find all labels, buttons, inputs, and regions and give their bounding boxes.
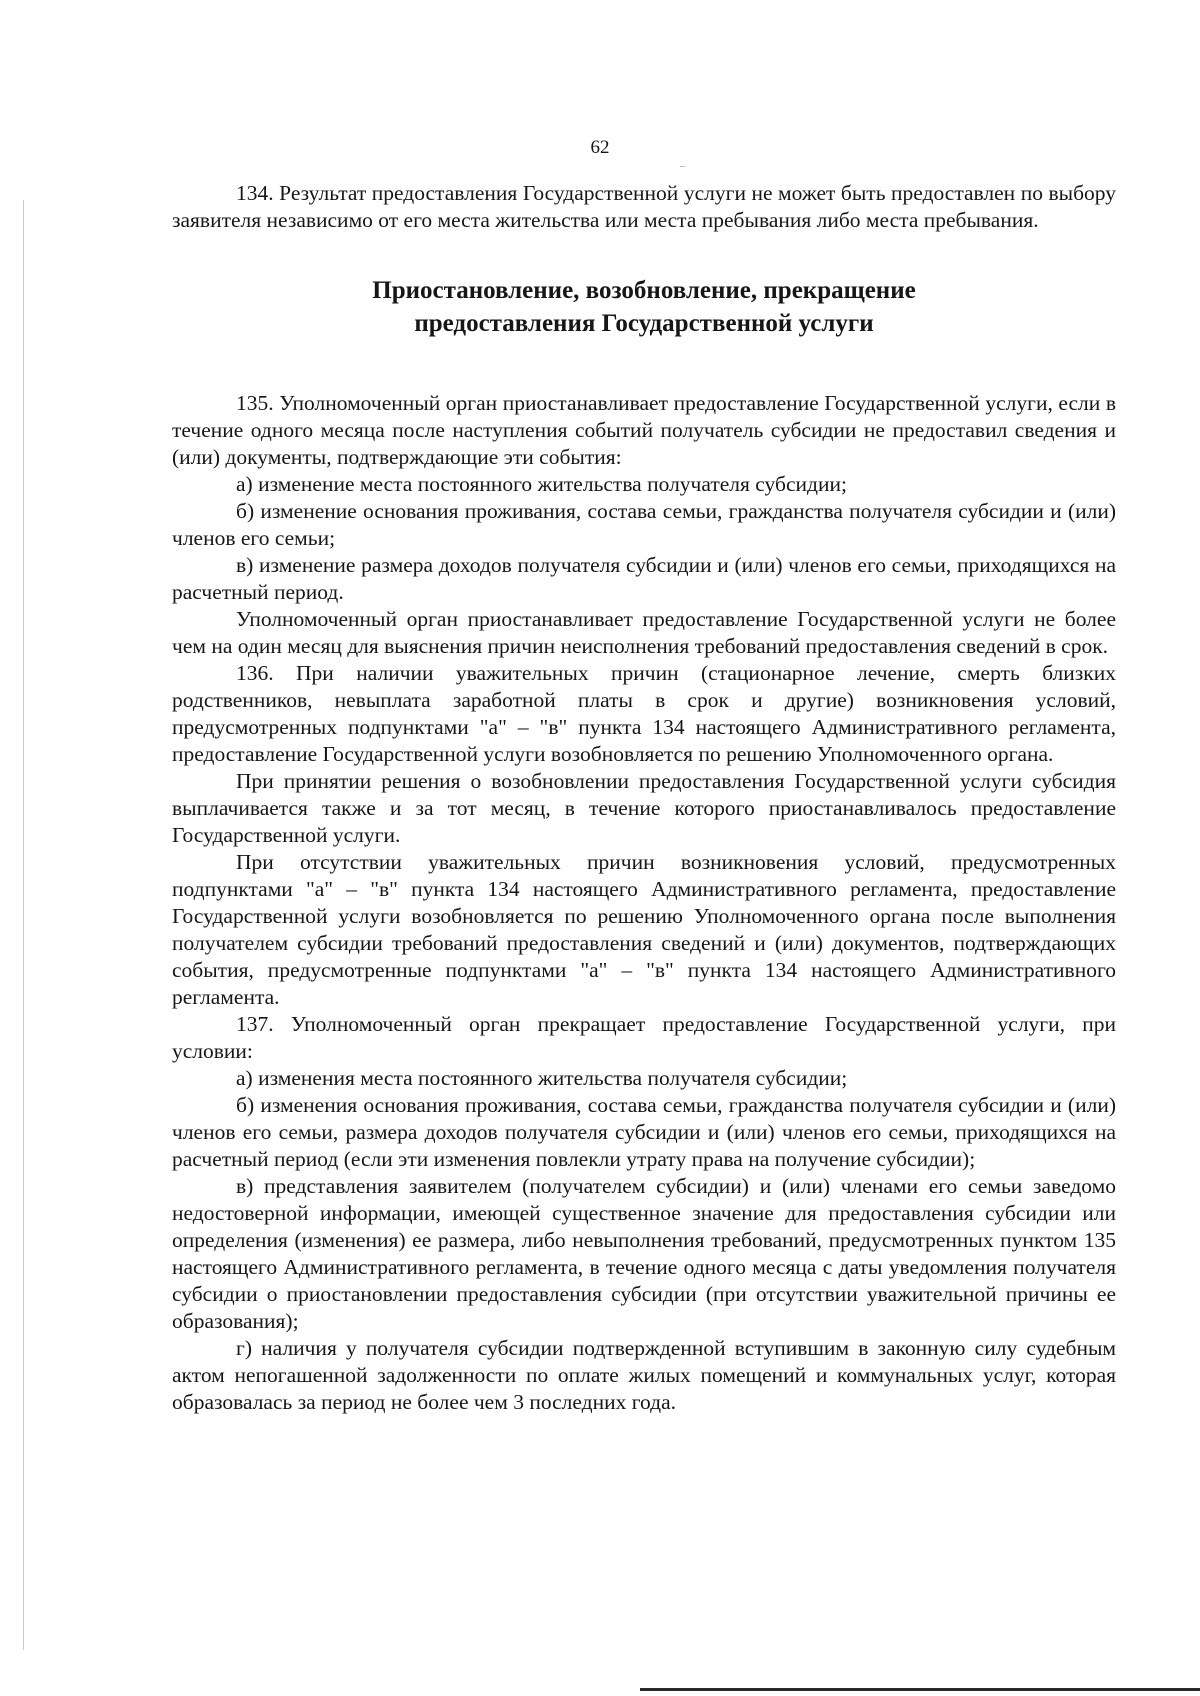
paragraph-137: 137. Уполномоченный орган прекращает предоставление Государственной услуги, при условии:: [172, 1012, 1116, 1063]
paragraph-135: 135. Уполномоченный орган приостанавливает предоставление Государственной услуги, если в течение одного месяца после наступления событий получатель субсидии не предоставил сведения и (или) документы, подтверждающие эти события:: [172, 391, 1116, 469]
paragraph-137-v: в) представления заявителем (получателем субсидии) и (или) членами его семьи заведомо недостоверной информации, имеющей существенное значение для предоставления субсидии или определения (изменения) ее размера, либо невыполнения требований, предусмотренных пунктом 135 настоящего Административного регламента, в течение одного месяца с даты уведомления получателя субсидии о приостановлении предоставления субсидии (при отсутствии уважительной причины ее образования);: [172, 1174, 1116, 1333]
paragraph-136-absence: При отсутствии уважительных причин возникновения условий, предусмотренных подпунктами "а" – "в" пункта 134 настоящего Административного регламента, предоставление Государственной услуги возобновляется по решению Уполномоченного органа после выполнения получателем субсидии требований предоставления сведений и (или) документов, подтверждающих события, предусмотренные подпунктами "а" – "в" пункта 134 настоящего Административного регламента.: [172, 850, 1116, 1009]
section-heading: [172, 274, 1116, 340]
paragraph-137-g: г) наличия у получателя субсидии подтвержденной вступившим в законную силу судебным актом непогашенной задолженности по оплате жилых помещений и коммунальных услуг, которая образовалась за период не более чем 3 последних года.: [172, 1336, 1116, 1414]
paragraph-135-term: Уполномоченный орган приостанавливает предоставление Государственной услуги не более чем на один месяц для выяснения причин неисполнения требований предоставления сведений в срок.: [172, 607, 1116, 658]
section-heading-line-1: Приостановление, возобновление, прекращение: [372, 277, 916, 304]
section-heading-line-2: предоставления Государственной услуги: [414, 310, 874, 337]
paragraph-135-a: а) изменение места постоянного жительства получателя субсидии;: [236, 472, 847, 496]
paragraph-135-v: в) изменение размера доходов получателя субсидии и (или) членов его семьи, приходящихся на расчетный период.: [172, 553, 1116, 604]
bottom-scan-rule: [640, 1688, 1200, 1691]
paragraph-136-payment: При принятии решения о возобновлении предоставления Государственной услуги субсидия выплачивается также и за тот месяц, в течение которого приостанавливалось предоставление Государственной услуги.: [172, 769, 1116, 847]
scan-dust-mark: [680, 166, 685, 167]
document-body: [172, 180, 1116, 1416]
paragraph-137-a: а) изменения места постоянного жительства получателя субсидии;: [236, 1066, 848, 1090]
page-number: 62: [590, 137, 610, 158]
scan-edge-mark: [23, 200, 24, 1650]
paragraph-134: 134. Результат предоставления Государственной услуги не может быть предоставлен по выбору заявителя независимо от его места жительства или места пребывания либо места пребывания.: [172, 181, 1116, 232]
paragraph-136: 136. При наличии уважительных причин (стационарное лечение, смерть близких родственников, невыплата заработной платы в срок и другие) возникновения условий, предусмотренных подпунктами "а" – "в" пункта 134 настоящего Административного регламента, предоставление Государственной услуги возобновляется по решению Уполномоченного органа.: [172, 661, 1116, 766]
paragraph-137-b: б) изменения основания проживания, состава семьи, гражданства получателя субсидии и (или) членов его семьи, размера доходов получателя субсидии и (или) членов его семьи, приходящихся на расчетный период (если эти изменения повлекли утрату права на получение субсидии);: [172, 1093, 1116, 1171]
paragraph-135-b: б) изменение основания проживания, состава семьи, гражданства получателя субсидии и (или) членов его семьи;: [172, 499, 1116, 550]
